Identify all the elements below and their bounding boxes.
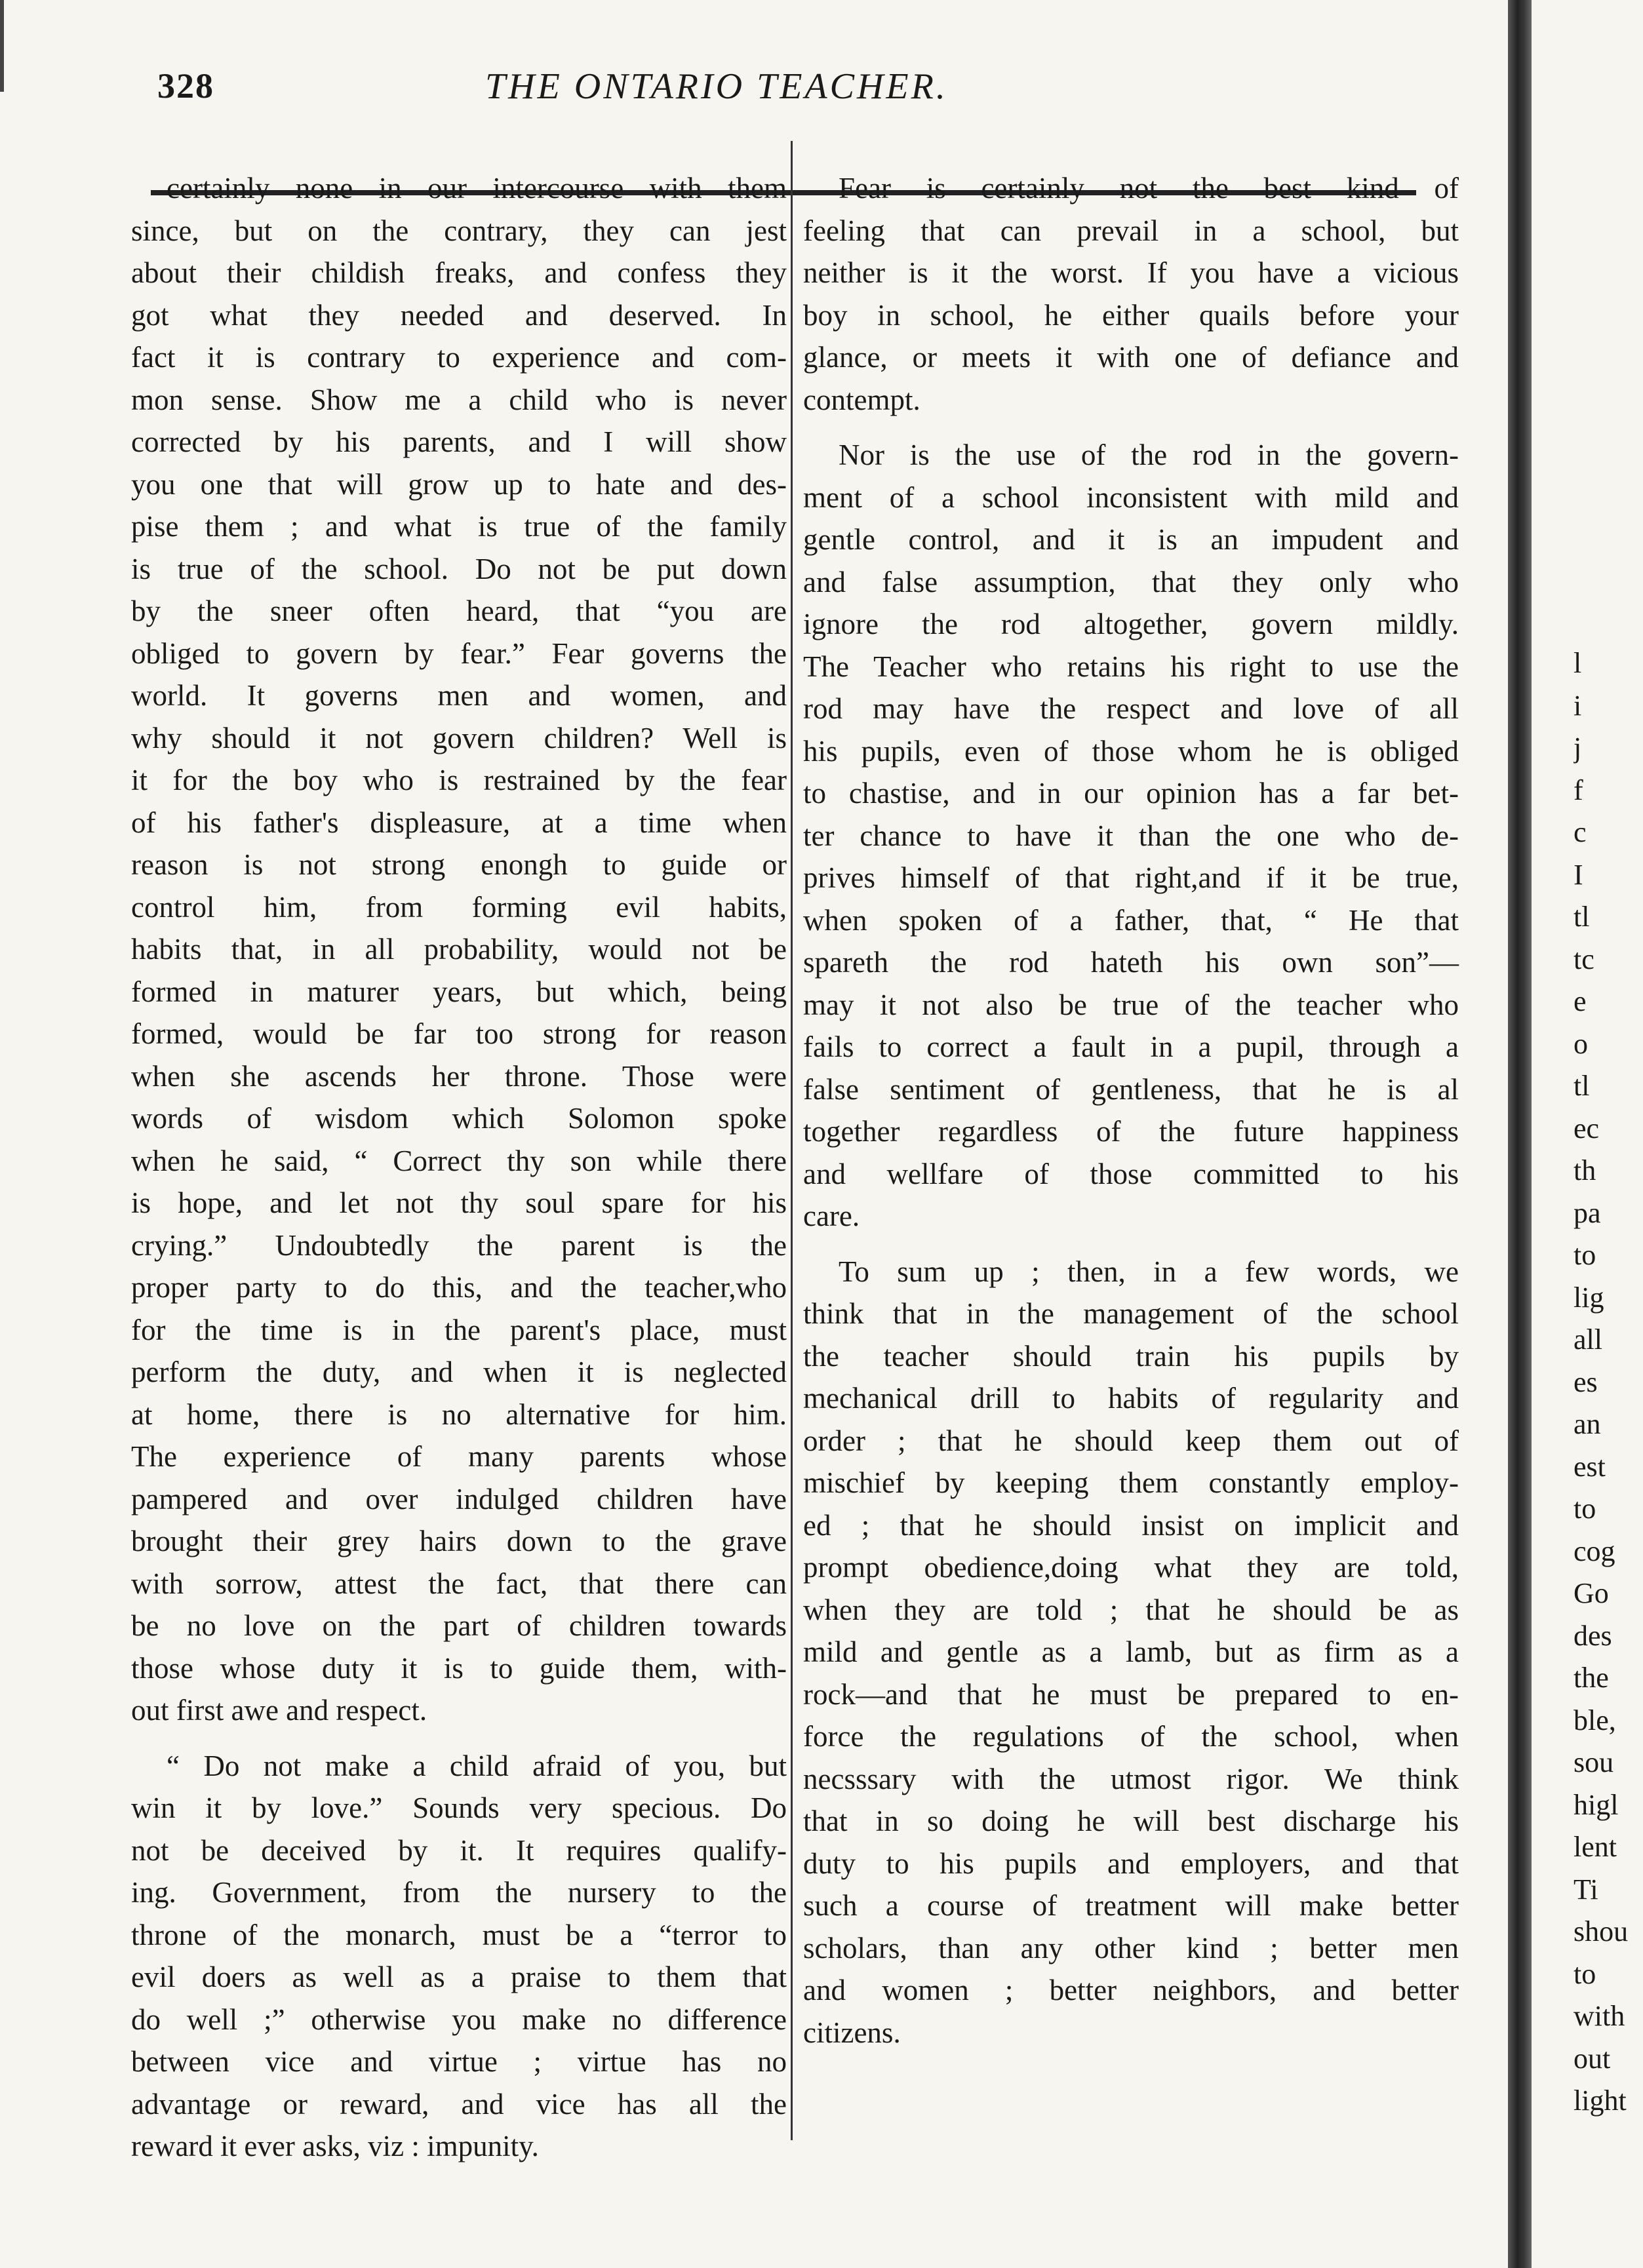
- text-line: such a course of treatment will make better: [803, 1889, 1459, 1922]
- margin-fragment: sou: [1574, 1746, 1614, 1778]
- paragraph: [131, 1745, 787, 2168]
- text-line: those whose duty it is to guide them, with-: [131, 1651, 787, 1685]
- text-line: not be deceived by it. It requires qualify-: [131, 1833, 787, 1867]
- margin-fragment: tl: [1574, 901, 1590, 933]
- text-line: neither is it the worst. If you have a vicious: [803, 256, 1459, 289]
- margin-fragment: o: [1574, 1027, 1588, 1060]
- text-line: when he said, “ Correct thy son while there: [131, 1144, 787, 1177]
- text-line: prompt obedience,doing what they are told,: [803, 1551, 1459, 1584]
- margin-fragment: lent: [1574, 1831, 1617, 1863]
- binding-gutter: [1508, 0, 1532, 2268]
- text-line: To sum up ; then, in a few words, we: [839, 1255, 1459, 1288]
- text-line: proper party to do this, and the teacher,who: [131, 1271, 787, 1304]
- journal-title: THE ONTARIO TEACHER.: [485, 66, 948, 107]
- margin-fragment: to: [1574, 1493, 1596, 1525]
- text-line: that in so doing he will best discharge his: [803, 1805, 1459, 1837]
- margin-fragment: f: [1574, 773, 1583, 806]
- margin-fragment: out: [1574, 2042, 1611, 2075]
- paragraph-gap: [803, 421, 1459, 434]
- margin-fragment: all: [1574, 1323, 1602, 1356]
- page-header: [0, 66, 1462, 138]
- text-line: throne of the monarch, must be a “terror to: [131, 1918, 787, 1951]
- text-line: contempt.: [803, 383, 920, 416]
- text-line: pampered and over indulged children have: [131, 1482, 787, 1515]
- text-line: win it by love.” Sounds very specious. Do: [131, 1791, 787, 1824]
- text-line: do well ;” otherwise you make no difference: [131, 2003, 787, 2036]
- text-line: control him, from forming evil habits,: [131, 890, 787, 924]
- text-line: to chastise, and in our opinion has a far bet-: [803, 777, 1459, 810]
- text-line: words of wisdom which Solomon spoke: [131, 1102, 787, 1135]
- text-line: Nor is the use of the rod in the govern-: [839, 439, 1459, 471]
- margin-fragment: es: [1574, 1365, 1598, 1398]
- margin-fragment: shou: [1574, 1915, 1629, 1947]
- adjacent-page-fragment: [1574, 642, 1643, 2122]
- margin-fragment: higl: [1574, 1788, 1619, 1821]
- text-line: may it not also be true of the teacher who: [803, 988, 1459, 1021]
- text-line: about their childish freaks, and confess they: [131, 256, 787, 289]
- text-line: when spoken of a father, that, “ He that: [803, 903, 1459, 937]
- text-line: fails to correct a fault in a pupil, through a: [803, 1030, 1459, 1063]
- margin-fragment: i: [1574, 689, 1582, 722]
- margin-fragment: I: [1574, 858, 1583, 891]
- text-line: mechanical drill to habits of regularity and: [803, 1382, 1459, 1415]
- text-line: ment of a school inconsistent with mild and: [803, 480, 1459, 514]
- text-line: citizens.: [803, 2016, 901, 2049]
- margin-fragment: pa: [1574, 1196, 1601, 1229]
- text-line: and wellfare of those committed to his: [803, 1157, 1459, 1190]
- text-line: gentle control, and it is an impudent and: [803, 523, 1459, 556]
- margin-fragment: light: [1574, 2084, 1627, 2117]
- margin-fragment: an: [1574, 1408, 1601, 1440]
- text-line: the teacher should train his pupils by: [803, 1339, 1459, 1373]
- margin-fragment: c: [1574, 816, 1587, 848]
- text-line: certainly none in our intercourse with them: [167, 172, 787, 205]
- text-line: The Teacher who retains his right to use the: [803, 650, 1459, 683]
- text-line: is hope, and let not thy soul spare for his: [131, 1186, 787, 1219]
- page-number: 328: [157, 66, 214, 106]
- text-line: obliged to govern by fear.” Fear governs the: [131, 636, 787, 670]
- text-line: formed, would be far too strong for reason: [131, 1017, 787, 1050]
- text-line: The experience of many parents whose: [131, 1440, 787, 1473]
- right-column: [803, 167, 1459, 2054]
- text-line: boy in school, he either quails before your: [803, 298, 1459, 332]
- text-line: perform the duty, and when it is neglected: [131, 1356, 787, 1388]
- margin-fragment: des: [1574, 1619, 1612, 1652]
- margin-fragment: to: [1574, 1957, 1596, 1990]
- text-line: since, but on the contrary, they can jest: [131, 214, 787, 247]
- text-line: when they are told ; that he should be as: [803, 1593, 1459, 1626]
- text-line: advantage or reward, and vice has all the: [131, 2087, 787, 2121]
- text-line: got what they needed and deserved. In: [131, 298, 787, 332]
- text-line: necsssary with the utmost rigor. We think: [803, 1762, 1459, 1795]
- text-line: when she ascends her throne. Those were: [131, 1059, 787, 1093]
- text-line: habits that, in all probability, would not be: [131, 933, 787, 966]
- text-line: “ Do not make a child afraid of you, but: [167, 1749, 787, 1782]
- margin-fragment: cog: [1574, 1535, 1615, 1567]
- text-line: between vice and virtue ; virtue has no: [131, 2045, 787, 2078]
- margin-fragment: lig: [1574, 1281, 1604, 1314]
- text-line: fact it is contrary to experience and com-: [131, 341, 787, 374]
- margin-fragment: the: [1574, 1662, 1609, 1694]
- text-line: at home, there is no alternative for him.: [131, 1398, 787, 1431]
- text-line: mild and gentle as a lamb, but as firm as a: [803, 1635, 1459, 1668]
- text-line: of his father's displeasure, at a time when: [131, 806, 787, 839]
- paragraph-gap: [131, 1732, 787, 1745]
- text-line: crying.” Undoubtedly the parent is the: [131, 1228, 787, 1262]
- margin-fragment: to: [1574, 1239, 1596, 1271]
- margin-fragment: with: [1574, 2000, 1625, 2032]
- paragraph: [131, 167, 787, 1732]
- text-line: brought their grey hairs down to the grave: [131, 1525, 787, 1557]
- text-line: by the sneer often heard, that “you are: [131, 595, 787, 627]
- text-line: ing. Government, from the nursery to the: [131, 1876, 787, 1909]
- text-line: false sentiment of gentleness, that he is al: [803, 1072, 1459, 1106]
- text-line: ter chance to have it than the one who de-: [803, 819, 1459, 852]
- margin-fragment: e: [1574, 985, 1587, 1017]
- column-divider: [791, 141, 793, 2140]
- text-line: reward it ever asks, viz : impunity.: [131, 2130, 539, 2162]
- margin-fragment: Go: [1574, 1577, 1609, 1609]
- paragraph: [803, 434, 1459, 1238]
- text-line: and women ; better neighbors, and better: [803, 1974, 1459, 2006]
- text-line: mischief by keeping them constantly employ-: [803, 1466, 1459, 1499]
- text-line: mon sense. Show me a child who is never: [131, 383, 787, 416]
- text-line: duty to his pupils and employers, and that: [803, 1847, 1459, 1880]
- text-line: his pupils, even of those whom he is obliged: [803, 734, 1459, 768]
- text-line: and false assumption, that they only who: [803, 565, 1459, 598]
- text-line: prives himself of that right,and if it be true,: [803, 861, 1459, 894]
- margin-fragment: l: [1574, 647, 1582, 679]
- text-line: pise them ; and what is true of the family: [131, 510, 787, 543]
- text-line: out first awe and respect.: [131, 1694, 427, 1727]
- text-line: evil doers as well as a praise to them that: [131, 1961, 787, 1993]
- margin-fragment: tc: [1574, 943, 1594, 975]
- text-line: ignore the rod altogether, govern mildly.: [803, 608, 1459, 640]
- margin-fragment: Ti: [1574, 1873, 1598, 1906]
- text-line: ed ; that he should insist on implicit and: [803, 1508, 1459, 1542]
- paragraph: [803, 167, 1459, 421]
- text-line: formed in maturer years, but which, being: [131, 975, 787, 1008]
- text-line: why should it not govern children? Well is: [131, 721, 787, 754]
- text-line: think that in the management of the school: [803, 1297, 1459, 1330]
- text-line: care.: [803, 1200, 860, 1232]
- paragraph-gap: [803, 1238, 1459, 1251]
- left-column: [131, 167, 787, 2168]
- text-line: feeling that can prevail in a school, but: [803, 214, 1459, 247]
- text-line: Fear is certainly not the best kind of: [839, 172, 1459, 205]
- margin-fragment: tl: [1574, 1070, 1590, 1102]
- text-line: you one that will grow up to hate and des-: [131, 467, 787, 501]
- text-line: it for the boy who is restrained by the fear: [131, 764, 787, 796]
- text-line: is true of the school. Do not be put down: [131, 552, 787, 585]
- margin-fragment: ble,: [1574, 1704, 1616, 1736]
- text-line: glance, or meets it with one of defiance and: [803, 341, 1459, 374]
- text-line: spareth the rod hateth his own son”—: [803, 946, 1459, 979]
- text-line: rock—and that he must be prepared to en-: [803, 1677, 1459, 1711]
- text-line: with sorrow, attest the fact, that there can: [131, 1567, 787, 1600]
- text-line: corrected by his parents, and I will show: [131, 425, 787, 458]
- text-line: reason is not strong enongh to guide or: [131, 848, 787, 881]
- text-line: order ; that he should keep them out of: [803, 1424, 1459, 1457]
- margin-fragment: th: [1574, 1154, 1596, 1186]
- text-line: rod may have the respect and love of all: [803, 692, 1459, 725]
- text-line: force the regulations of the school, when: [803, 1720, 1459, 1753]
- margin-fragment: est: [1574, 1450, 1606, 1483]
- paragraph: [803, 1251, 1459, 2054]
- text-line: together regardless of the future happiness: [803, 1115, 1459, 1148]
- text-line: be no love on the part of children towards: [131, 1609, 787, 1642]
- text-line: for the time is in the parent's place, must: [131, 1313, 787, 1346]
- text-line: world. It governs men and women, and: [131, 679, 787, 712]
- margin-fragment: j: [1574, 732, 1582, 764]
- margin-fragment: ec: [1574, 1112, 1600, 1144]
- text-line: scholars, than any other kind ; better men: [803, 1931, 1459, 1965]
